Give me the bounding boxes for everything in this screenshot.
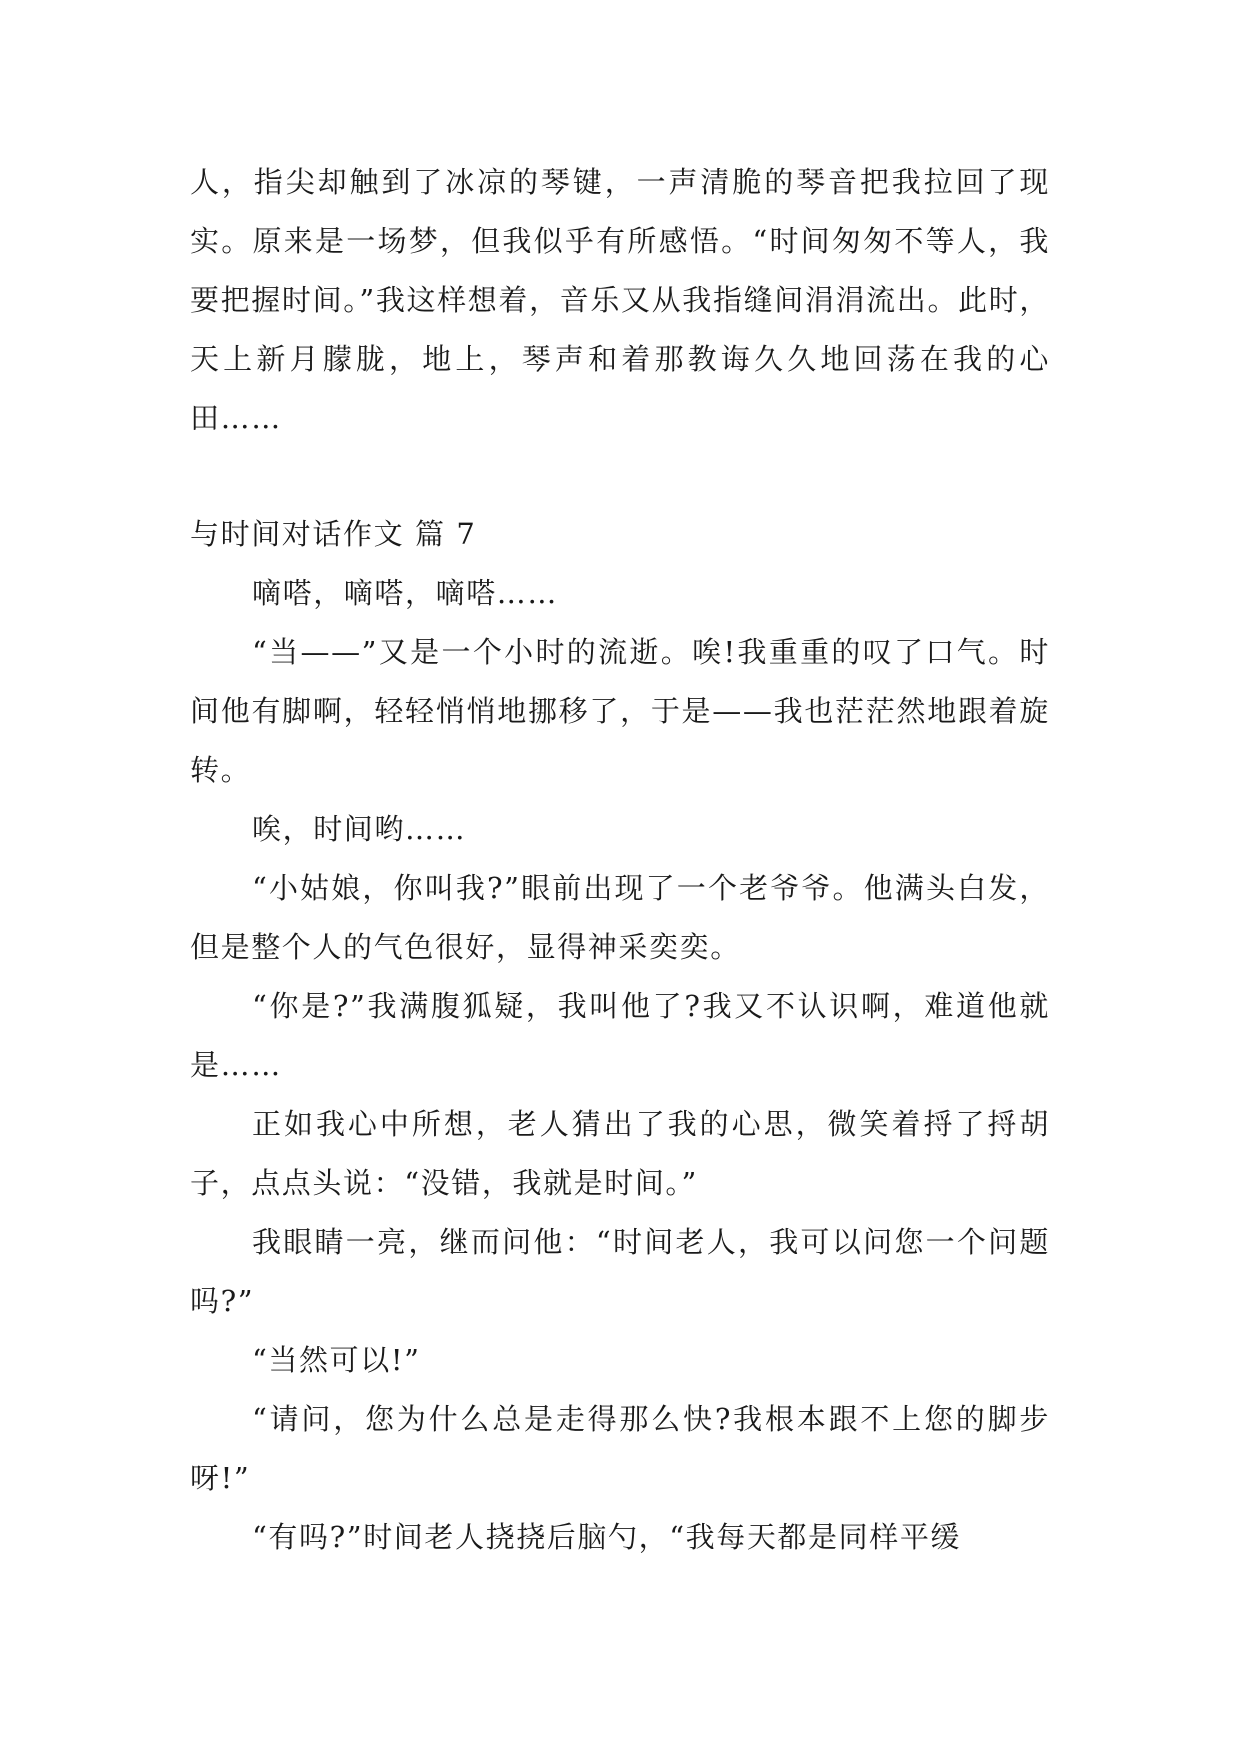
section-title: 与时间对话作文 篇 7 <box>190 517 477 551</box>
paragraph-6: 正如我心中所想，老人猜出了我的心思，微笑着捋了捋胡子，点点头说：“没错，我就是时间。” <box>190 1107 1050 1200</box>
paragraph-7: 我眼睛一亮，继而问他：“时间老人，我可以问您一个问题吗?” <box>190 1225 1050 1318</box>
paragraph-3: 唉，时间哟…… <box>252 812 467 846</box>
paragraph-4: “小姑娘，你叫我?”眼前出现了一个老爷爷。他满头白发，但是整个人的气色很好，显得神采奕奕。 <box>190 871 1050 964</box>
essay-section <box>190 505 1050 1567</box>
paragraph-2: “当——”又是一个小时的流逝。唉!我重重的叹了口气。时间他有脚啊，轻轻悄悄地挪移了，于是——我也茫茫然地跟着旋转。 <box>190 635 1050 787</box>
intro-paragraph: 人，指尖却触到了冰凉的琴键，一声清脆的琴音把我拉回了现实。原来是一场梦，但我似乎有所感悟。“时间匆匆不等人，我要把握时间。”我这样想着，音乐又从我指缝间涓涓流出。此时，天上新月朦胧，地上，琴声和着那教诲久久地回荡在我的心田…… <box>190 165 1050 435</box>
paragraph-9: “请问，您为什么总是走得那么快?我根本跟不上您的脚步呀!” <box>190 1402 1050 1495</box>
intro-text-block <box>190 153 1050 448</box>
paragraph-1: 嘀嗒，嘀嗒，嘀嗒…… <box>252 576 559 610</box>
paragraph-8: “当然可以!” <box>252 1343 421 1377</box>
paragraph-5: “你是?”我满腹狐疑，我叫他了?我又不认识啊，难道他就是…… <box>190 989 1050 1082</box>
paragraph-10: “有吗?”时间老人挠挠后脑勺，“我每天都是同样平缓 <box>252 1520 962 1554</box>
